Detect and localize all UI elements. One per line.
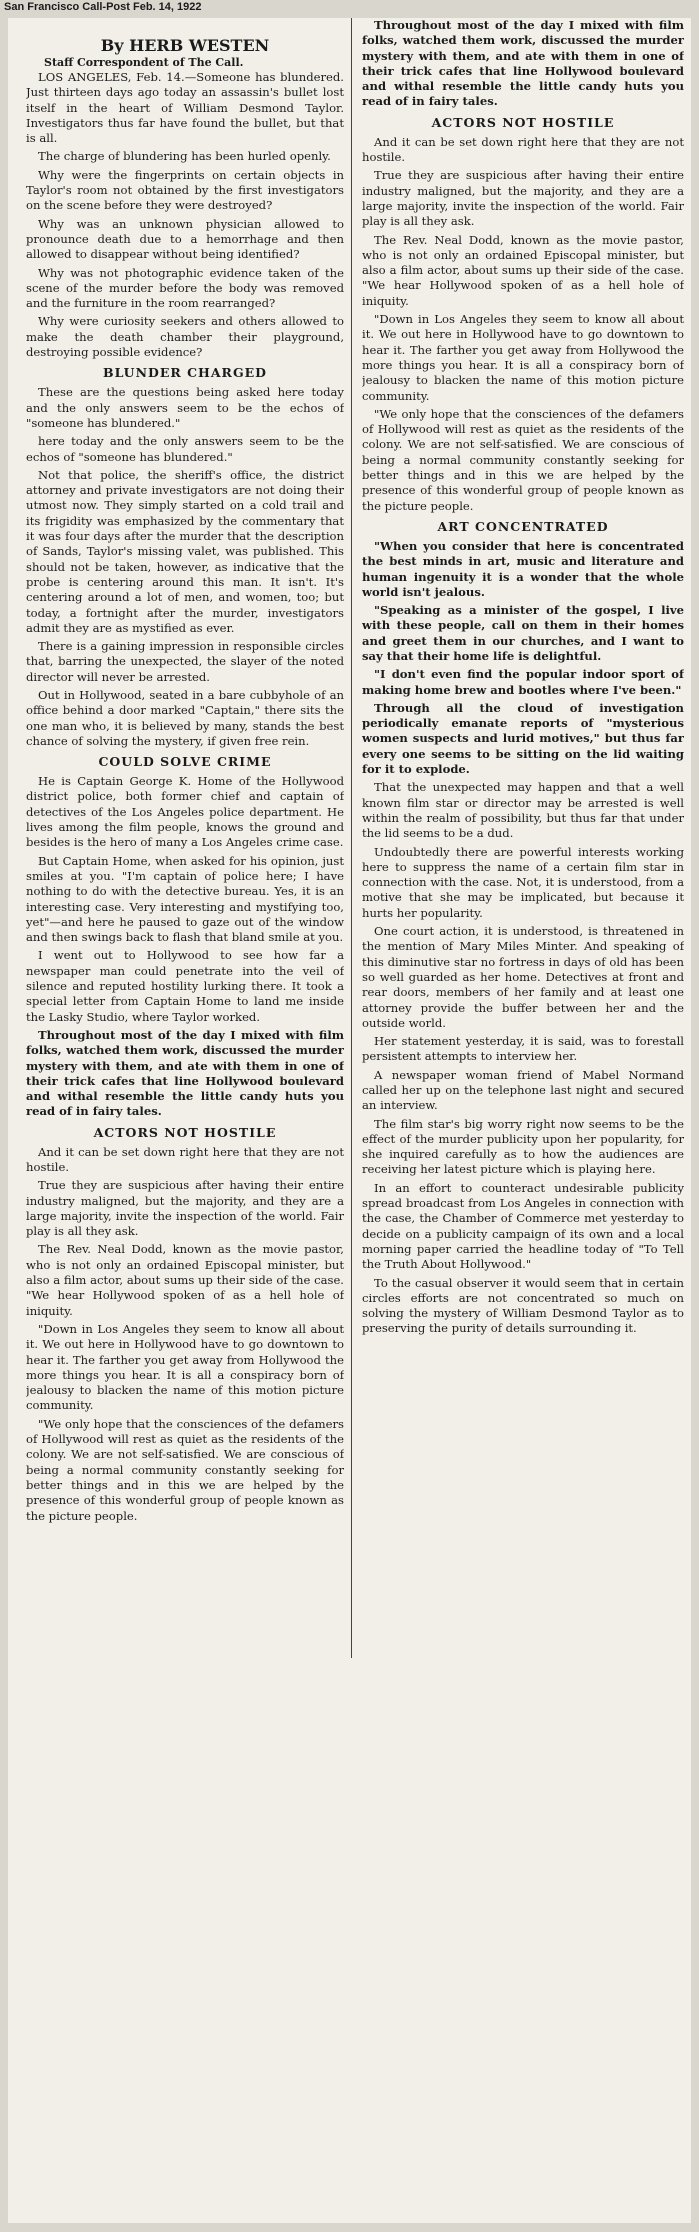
paragraph: The film star's big worry right now seems to be the effect of the murder publicity upon her popularity, for she inquired carefully as to how the audiences are receiving her latest picture which is playing here.	[362, 1116, 684, 1177]
paragraph: The Rev. Neal Dodd, known as the movie pastor, who is not only an ordained Episcopal minister, but also a film actor, about sums up their side of the case. "We hear Hollywood spoken of as a hell hole of iniquity.	[362, 232, 684, 308]
paragraph: Why were curiosity seekers and others allowed to make the death chamber their playground, destroying possible evidence?	[26, 314, 344, 360]
left-column	[26, 18, 344, 2223]
paragraph: The charge of blundering has been hurled openly.	[38, 149, 331, 164]
subheading: ART CONCENTRATED	[437, 518, 609, 534]
paragraph: In an effort to counteract undesirable publicity spread broadcast from Los Angeles in connection with the case, the Chamber of Commerce met yesterday to decide on a publicity campaign of its own and a local morning paper carried the headline today of "To Tell the Truth About Hollywood."	[362, 1180, 684, 1272]
subheading: ACTORS NOT HOSTILE	[431, 114, 615, 130]
paragraph: He is Captain George K. Home of the Hollywood district police, both former chief and captain of detectives of the Los Angeles police department. He lives among the film people, knows the ground and besides is the hero of many a Los Angeles crime case.	[26, 774, 344, 850]
paragraph: These are the questions being asked here today and the only answers seem to be the echos of "someone has blundered."	[26, 385, 344, 430]
paragraph: True they are suspicious after having their entire industry maligned, but the majority, and they are a large majority, invite the inspection of the world. Fair play is all they ask.	[362, 168, 684, 229]
subheading: BLUNDER CHARGED	[103, 365, 267, 381]
paragraph: But Captain Home, when asked for his opinion, just smiles at you. "I'm captain of police here; I have nothing to do with the detective bureau. Yes, it is an interesting case. Very interesting and mystifying too, yet"—and here he paused to gaze out of the window and then swings back to flash that bland smile at you.	[26, 853, 344, 945]
paragraph: Why was an unknown physician allowed to pronounce death due to a hemorrhage and then allowed to disappear without being identified?	[26, 216, 344, 262]
masthead: San Francisco Call-Post Feb. 14, 1922	[4, 1, 202, 13]
paragraph: LOS ANGELES, Feb. 14.—Someone has blundered. Just thirteen days ago today an assassin's bullet lost itself in the heart of William Desmond Taylor. Investigators thus far have found the bullet, but that is all.	[26, 70, 344, 146]
paragraph: I went out to Hollywood to see how far a newspaper man could penetrate into the veil of silence and reputed hostility lurking there. It took a special letter from Captain Home to land me inside the Lasky Studio, where Taylor worked.	[26, 948, 344, 1024]
right-column	[362, 18, 684, 1658]
paragraph: Why was not photographic evidence taken of the scene of the murder before the body was removed and the furniture in the room rearranged?	[26, 265, 344, 311]
paragraph: Throughout most of the day I mixed with film folks, watched them work, discussed the murder mystery with them, and ate with them in one of their trick cafes that line Hollywood boulevard and withal resemble the little candy huts you read of in fairy tales.	[26, 1027, 344, 1119]
paragraph: "I don't even find the popular indoor sport of making home brew and bootles where I've been."	[362, 667, 684, 697]
paragraph: True they are suspicious after having their entire industry maligned, but the majority, and they are a large majority, invite the inspection of the world. Fair play is all they ask.	[26, 1178, 344, 1239]
paragraph: "We only hope that the consciences of the defamers of Hollywood will rest as quiet as the residents of the colony. We are not self-satisfied. We are conscious of being a normal community constantly seeking for better things and in this we are helped by the presence of this wonderful group of people known as the picture people.	[26, 1416, 344, 1523]
paragraph: Not that police, the sheriff's office, the district attorney and private investigators are not doing their utmost now. They simply started on a cold trail and its frigidity was emphasized by the commentary that it was four days after the murder that the description of Sands, Taylor's missing valet, was published. This should not be taken, however, as indicative that the probe is centering around this man. It isn't. It's centering around a lot of men, and women, too; but today, a fortnight after the murder, investigators admit they are as mystified as ever.	[26, 467, 344, 635]
paragraph: A newspaper woman friend of Mabel Normand called her up on the telephone last night and secured an interview.	[362, 1067, 684, 1113]
paragraph: "Down in Los Angeles they seem to know all about it. We out here in Hollywood have to go downtown to hear it. The farther you get away from Hollywood the more things you hear. It is all a conspiracy born of jealousy to blacken the name of this motion picture community.	[362, 312, 684, 403]
paragraph: Why were the fingerprints on certain objects in Taylor's room not obtained by the first investigators on the scene before they were destroyed?	[26, 167, 344, 213]
paragraph: here today and the only answers seem to be the echos of "someone has blundered."	[26, 434, 344, 464]
paragraph: One court action, it is understood, is threatened in the mention of Mary Miles Minter. And speaking of this diminutive star no fortress in days of old has been so well guarded as her home. Detectives at front and rear doors, members of her family and at least one attorney provide the buffer between her and the outside world.	[362, 924, 684, 1030]
paragraph: And it can be set down right here that they are not hostile.	[26, 1144, 344, 1174]
byline: By HERB WESTEN	[100, 36, 270, 55]
paragraph: The Rev. Neal Dodd, known as the movie pastor, who is not only an ordained Episcopal minister, but also a film actor, about sums up their side of the case. "We hear Hollywood spoken of as a hell hole of iniquity.	[26, 1242, 344, 1318]
paragraph: Out in Hollywood, seated in a bare cubbyhole of an office behind a door marked "Captain," there sits the one man who, it is believed by many, stands the best chance of solving the mystery, if given free rein.	[26, 687, 344, 748]
paragraph: There is a gaining impression in responsible circles that, barring the unexpected, the slayer of the noted director will never be arrested.	[26, 639, 344, 684]
column-rule	[351, 18, 352, 1658]
paragraph: Her statement yesterday, it is said, was to forestall persistent attempts to interview her.	[362, 1034, 684, 1064]
paragraph: Throughout most of the day I mixed with film folks, watched them work, discussed the murder mystery with them, and ate with them in one of their trick cafes that line Hollywood boulevard and withal resemble the little candy huts you read of in fairy tales.	[362, 18, 684, 109]
paragraph: "We only hope that the consciences of the defamers of Hollywood will rest as quiet as the residents of the colony. We are not self-satisfied. We are conscious of being a normal community constantly seeking for better things and in this we are helped by the presence of this wonderful group of people known as the picture people.	[362, 406, 684, 513]
paragraph: That the unexpected may happen and that a well known film star or director may be arrested is well within the realm of possibility, but thus far that under the lid seems to be a dud.	[362, 780, 684, 841]
paragraph: "When you consider that here is concentrated the best minds in art, music and literature and human ingenuity it is a wonder that the whole world isn't jealous.	[362, 538, 684, 599]
paragraph: "Speaking as a minister of the gospel, I live with these people, call on them in their homes and greet them in our churches, and I want to say that their home life is delightful.	[362, 603, 684, 663]
paragraph: And it can be set down right here that they are not hostile.	[362, 134, 684, 165]
subheading: ACTORS NOT HOSTILE	[93, 1124, 277, 1140]
credit-line: Staff Correspondent of The Call.	[44, 56, 244, 69]
paragraph: Undoubtedly there are powerful interests working here to suppress the name of a certain film star in connection with the case. Not, it is understood, from a motive that she may be implicated, but because it hurts her popularity.	[362, 844, 684, 920]
paragraph: "Down in Los Angeles they seem to know all about it. We out here in Hollywood have to go downtown to hear it. The farther you get away from Hollywood the more things you hear. It is all a conspiracy born of jealousy to blacken the name of this motion picture community.	[26, 1321, 344, 1413]
subheading: COULD SOLVE CRIME	[98, 754, 272, 770]
paragraph: To the casual observer it would seem that in certain circles efforts are not concentrated so much on solving the mystery of William Desmond Taylor as to preserving the purity of details surrounding it.	[362, 1275, 684, 1336]
paragraph: Through all the cloud of investigation periodically emanate reports of "mysterious women suspects and lurid motives," but thus far every one seems to be sitting on the lid waiting for it to explode.	[362, 700, 684, 777]
